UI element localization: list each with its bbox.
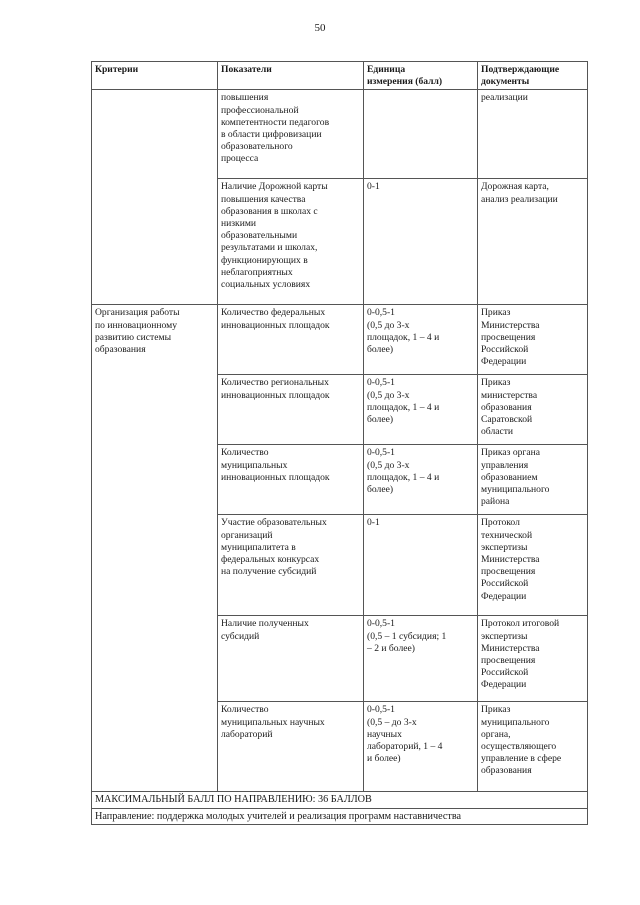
indicator-cell: Наличие Дорожной карты повышения качества образования в школах с низкими образовательными результатами и школах, функционирующих в неблагоприятных социальных условиях [218,179,364,305]
documents-cell: Приказ муниципального органа, осуществляющего управление в сфере образования [478,702,588,792]
header-unit: Единица измерения (балл) [364,62,478,90]
indicator-cell: Наличие полученных субсидий [218,616,364,702]
table-header-row [92,62,588,90]
page-number: 50 [314,22,326,34]
direction-row [92,808,588,824]
unit-cell: 0-1 [364,515,478,616]
max-score-text: МАКСИМАЛЬНЫЙ БАЛЛ ПО НАПРАВЛЕНИЮ: 36 БАЛЛОВ [92,792,588,808]
indicator-cell: Количество муниципальных инновационных площадок [218,445,364,515]
table-row [92,305,588,375]
unit-cell: 0-0,5-1 (0,5 до 3-х площадок, 1 – 4 и более) [364,305,478,375]
indicator-cell: Количество региональных инновационных площадок [218,375,364,445]
criteria-cell [92,90,218,305]
unit-cell: 0-0,5-1 (0,5 до 3-х площадок, 1 – 4 и более) [364,375,478,445]
header-indicators: Показатели [218,62,364,90]
indicator-cell: Количество муниципальных научных лабораторий [218,702,364,792]
indicator-cell: повышения профессиональной компетентности педагогов в области цифровизации образовательного процесса [218,90,364,179]
header-documents: Подтверждающие документы [478,62,588,90]
unit-cell: 0-0,5-1 (0,5 – до 3-х научных лабораторий, 1 – 4 и более) [364,702,478,792]
documents-cell: Протокол технической экспертизы Министерства просвещения Российской Федерации [478,515,588,616]
indicator-cell: Количество федеральных инновационных площадок [218,305,364,375]
header-criteria: Критерии [92,62,218,90]
documents-cell: Приказ министерства образования Саратовской области [478,375,588,445]
unit-cell: 0-0,5-1 (0,5 – 1 субсидия; 1 – 2 и более) [364,616,478,702]
direction-heading: Направление: поддержка молодых учителей и реализация программ наставничества [92,808,588,824]
unit-cell: 0-1 [364,179,478,305]
table-row [92,90,588,179]
unit-cell: 0-0,5-1 (0,5 до 3-х площадок, 1 – 4 и более) [364,445,478,515]
documents-cell: Дорожная карта, анализ реализации [478,179,588,305]
unit-cell [364,90,478,179]
criteria-table [91,61,588,825]
documents-cell: Протокол итоговой экспертизы Министерства просвещения Российской Федерации [478,616,588,702]
criteria-cell: Организация работы по инновационному развитию системы образования [92,305,218,792]
documents-cell: Приказ Министерства просвещения Российской Федерации [478,305,588,375]
documents-cell: реализации [478,90,588,179]
indicator-cell: Участие образовательных организаций муниципалитета в федеральных конкурсах на получение субсидий [218,515,364,616]
documents-cell: Приказ органа управления образованием муниципального района [478,445,588,515]
max-score-row [92,792,588,808]
